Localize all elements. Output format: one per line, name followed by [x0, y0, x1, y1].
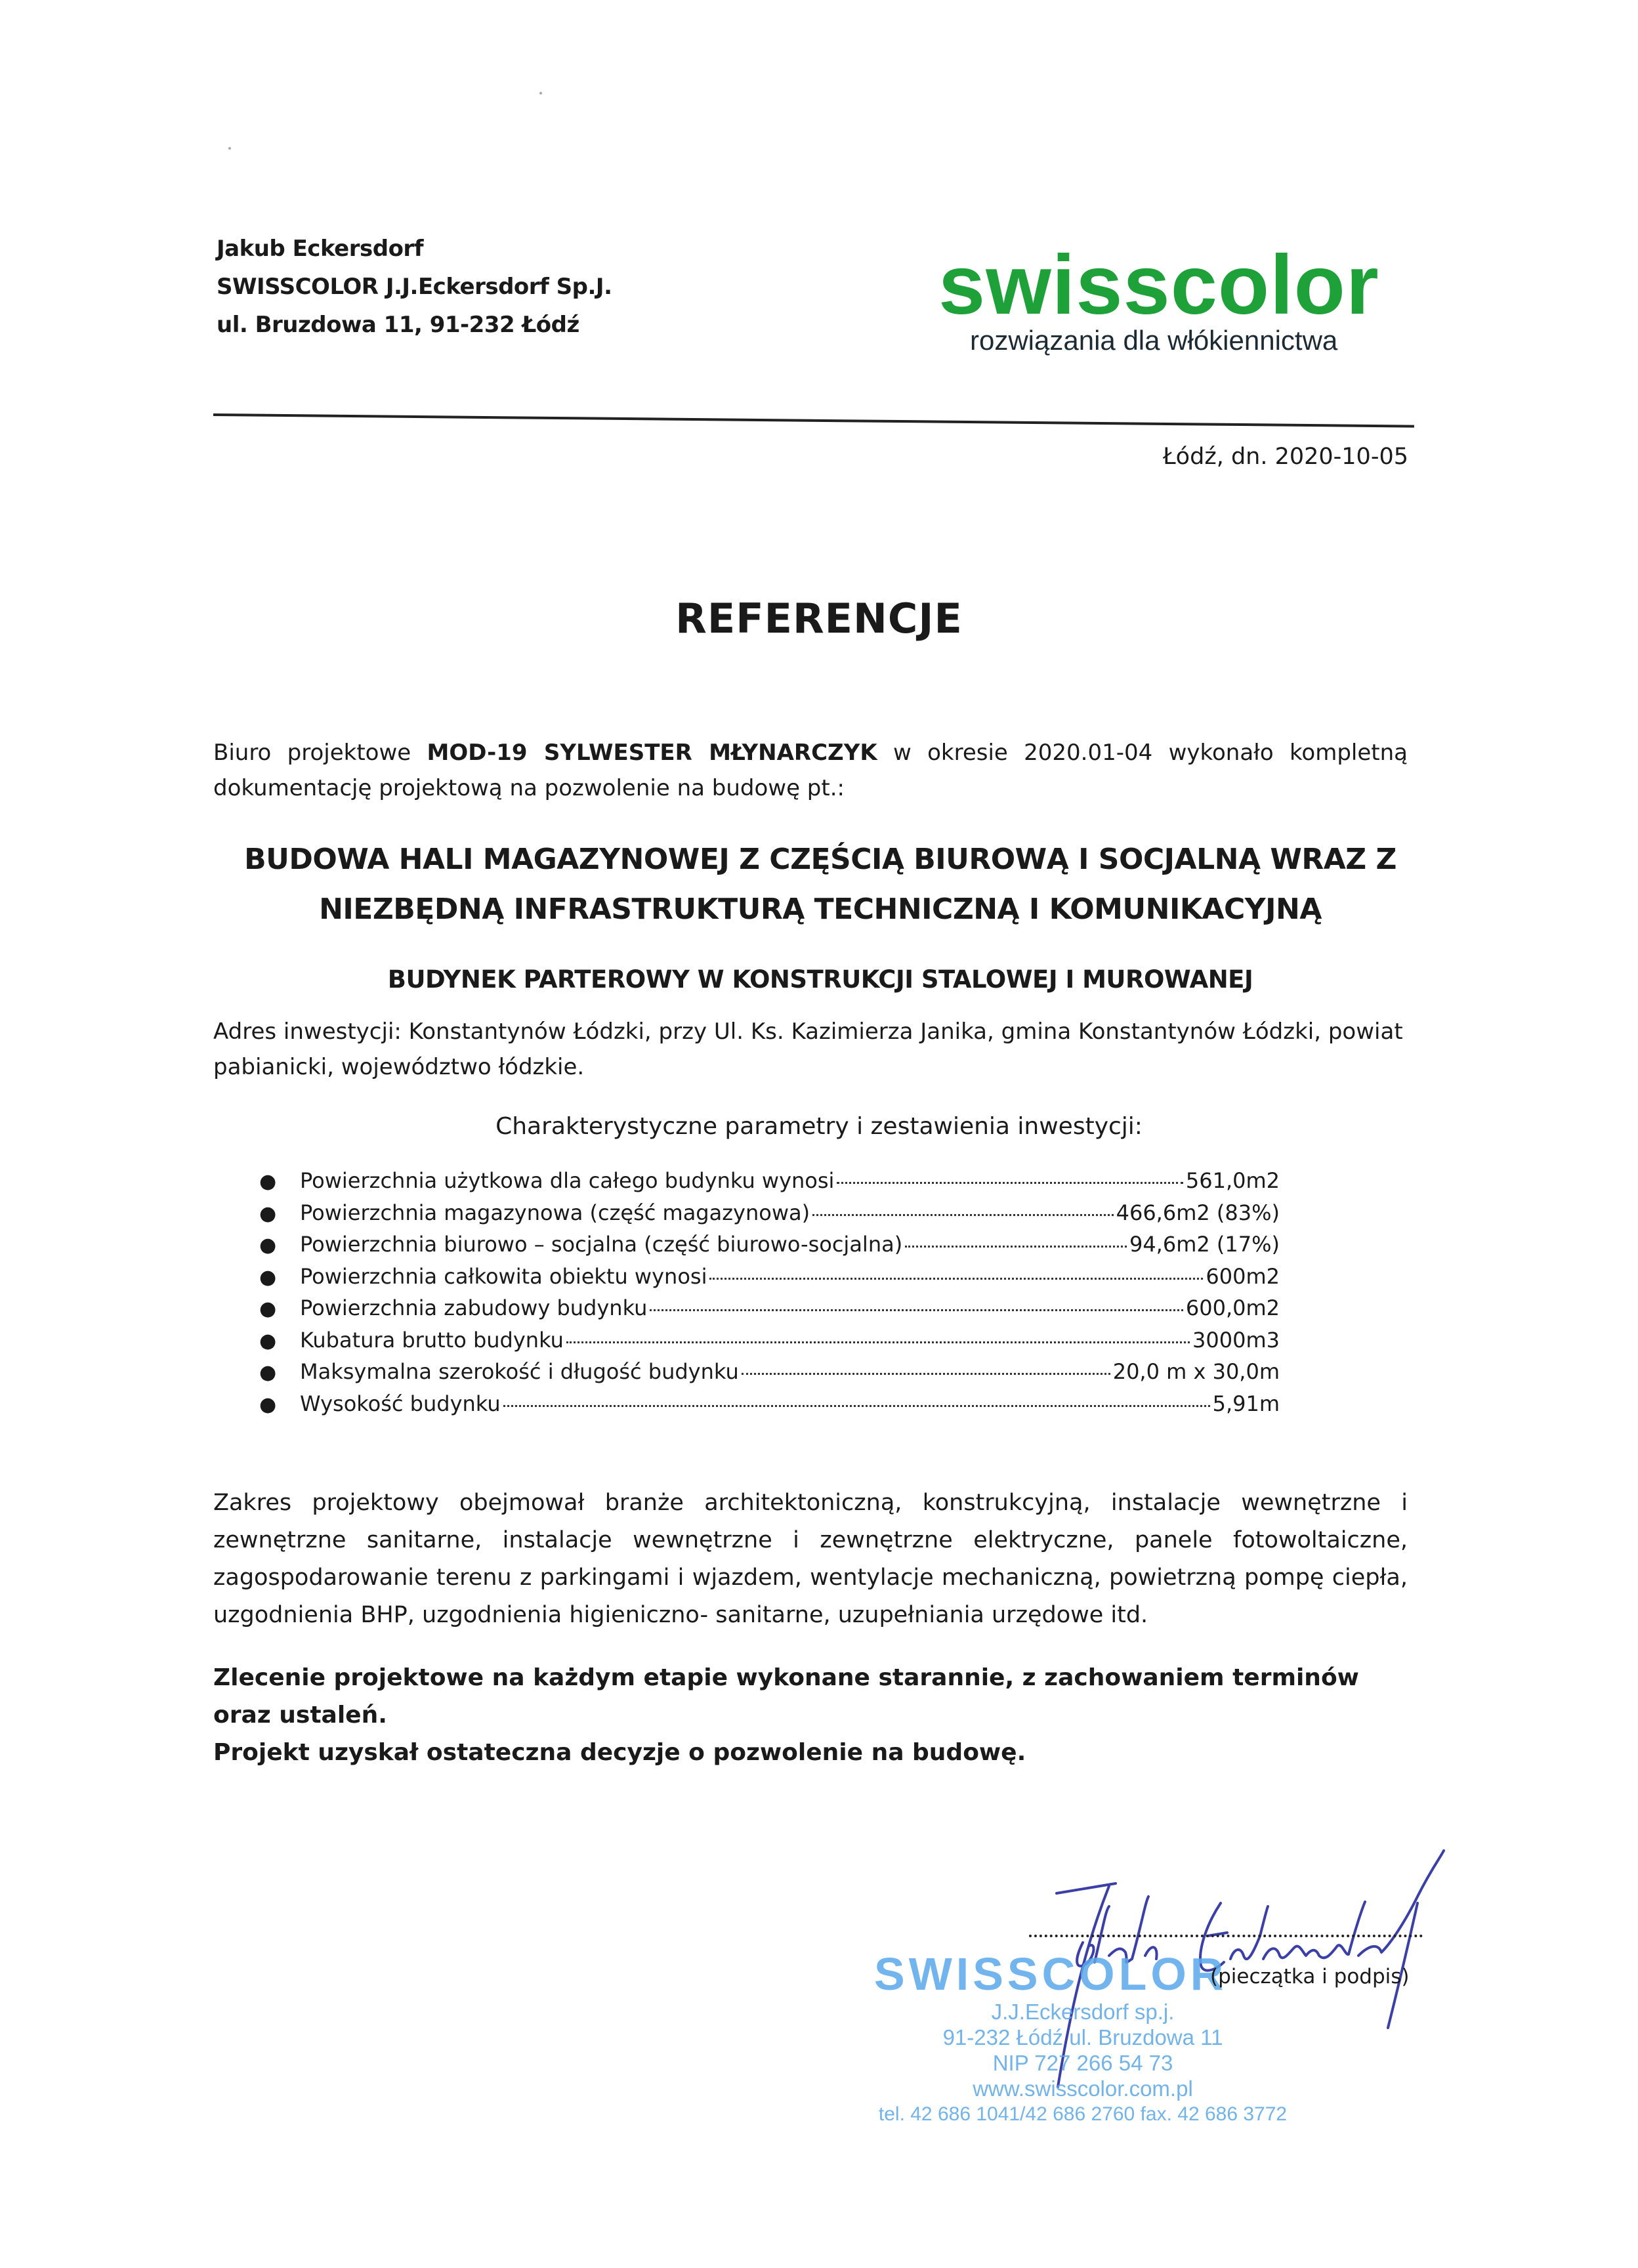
- dot-leader: [566, 1341, 1190, 1343]
- stamp-wordmark: SWISSCOLOR: [874, 1948, 1228, 2000]
- parameter-value: 94,6m2 (17%): [1129, 1232, 1280, 1257]
- dot-leader: [905, 1246, 1127, 1248]
- bullet-icon: ●: [259, 1329, 277, 1353]
- parameter-value: 466,6m2 (83%): [1116, 1200, 1280, 1225]
- scope-paragraph: Zakres projektowy obejmował branże architektoniczną, konstrukcyjną, instalacje wewnętrzne i zewnętrzne sanitarne, instalacje wewnętrzne i zewnętrzne elektryczne, panele fotowoltaiczne, zagospodarowanie terenu z parkingami i wjazdem, wentylacje mechaniczną, powietrzną pompę ciepła, uzgodnienia BHP, uzgodnienia higieniczno- sanitarne, uzupełniania urzędowe itd.: [213, 1490, 1408, 1628]
- sender-name: Jakub Eckersdorf: [217, 236, 423, 262]
- dot-leader: [650, 1309, 1183, 1311]
- intro-company: MOD-19 SYLWESTER MŁYNARCZYK: [427, 740, 877, 766]
- parameter-label: Powierzchnia użytkowa dla całego budynku wynosi: [300, 1168, 835, 1193]
- parameter-item: [259, 1264, 1280, 1296]
- parameters-heading: Charakterystyczne parametry i zestawienia inwestycji:: [495, 1113, 1143, 1140]
- parameter-label: Wysokość budynku: [300, 1391, 501, 1416]
- sender-block: [217, 230, 612, 344]
- parameter-label: Powierzchnia magazynowa (część magazynowa): [300, 1200, 810, 1225]
- logo-tagline: rozwiązania dla włókiennictwa: [970, 325, 1338, 356]
- project-subtitle: BUDYNEK PARTEROWY W KONSTRUKCJI STALOWEJ I MUROWANEJ: [387, 965, 1253, 994]
- parameter-label: Powierzchnia całkowita obiektu wynosi: [300, 1263, 707, 1289]
- stamp-line: NIP 727 266 54 73: [992, 2051, 1173, 2075]
- intro-paragraph: [213, 735, 1408, 806]
- stamp-line: tel. 42 686 1041/42 686 2760 fax. 42 686 3772: [878, 2103, 1288, 2125]
- bullet-icon: ●: [259, 1170, 277, 1193]
- bullet-icon: ●: [259, 1202, 277, 1225]
- signature-line: [1029, 1935, 1423, 1937]
- parameter-value: 5,91m: [1212, 1391, 1280, 1416]
- sender-address: ul. Bruzdowa 11, 91-232 Łódź: [217, 312, 579, 338]
- intro-text-after: w okresie 2020.01-04 wykonało kompletną dokumentację projektową na pozwolenie na budowę pt.:: [213, 740, 1408, 801]
- closing-statement: [213, 1659, 1408, 1771]
- scan-speck: [228, 147, 231, 150]
- closing-line-2: Projekt uzyskał ostateczna decyzje o pozwolenie na budowę.: [213, 1739, 1026, 1766]
- parameter-item: [259, 1359, 1280, 1391]
- parameter-value: 561,0m2: [1185, 1168, 1280, 1193]
- dot-leader: [837, 1182, 1183, 1184]
- parameter-item: [259, 1200, 1280, 1232]
- parameter-value: 600,0m2: [1185, 1295, 1280, 1320]
- parameter-label: Powierzchnia zabudowy budynku: [300, 1295, 648, 1320]
- date-line: Łódź, dn. 2020-10-05: [1163, 444, 1408, 470]
- parameter-item: [259, 1295, 1280, 1328]
- header-divider: [213, 413, 1414, 428]
- stamp-line: 91-232 Łódź ul. Bruzdowa 11: [942, 2025, 1223, 2049]
- document-title: REFERENCJE: [675, 595, 963, 642]
- parameter-value: 3000m3: [1192, 1327, 1280, 1353]
- parameter-item: [259, 1168, 1280, 1200]
- signature-caption: (pieczątka i podpis): [1210, 1965, 1410, 1988]
- parameter-item: [259, 1328, 1280, 1360]
- parameter-label: Kubatura brutto budynku: [300, 1327, 564, 1353]
- dot-leader: [709, 1278, 1203, 1280]
- parameter-label: Maksymalna szerokość i długość budynku: [300, 1359, 739, 1384]
- logo-wordmark: swisscolor: [938, 238, 1379, 332]
- scan-speck: [539, 92, 542, 94]
- dot-leader: [742, 1373, 1110, 1375]
- dot-leader: [812, 1214, 1114, 1216]
- bullet-icon: ●: [259, 1393, 277, 1416]
- stamp-line: www.swisscolor.com.pl: [973, 2076, 1193, 2101]
- parameter-value: 20,0 m x 30,0m: [1112, 1359, 1280, 1384]
- company-logo: [938, 238, 1424, 356]
- intro-text-before: Biuro projektowe: [213, 740, 427, 766]
- bullet-icon: ●: [259, 1297, 277, 1320]
- parameters-list: [259, 1168, 1280, 1423]
- sender-company: SWISSCOLOR J.J.Eckersdorf Sp.J.: [217, 274, 612, 300]
- parameter-item: [259, 1391, 1280, 1423]
- project-title: BUDOWA HALI MAGAZYNOWEJ Z CZĘŚCIĄ BIUROWĄ I SOCJALNĄ WRAZ Z NIEZBĘDNĄ INFRASTRUKTURĄ TECHNICZNĄ I KOMUNIKACYJNĄ: [244, 843, 1396, 926]
- parameter-item: [259, 1232, 1280, 1264]
- closing-line-1: Zlecenie projektowe na każdym etapie wykonane starannie, z zachowaniem terminów oraz ustaleń.: [213, 1664, 1359, 1729]
- dot-leader: [503, 1405, 1210, 1407]
- bullet-icon: ●: [259, 1265, 277, 1289]
- bullet-icon: ●: [259, 1361, 277, 1384]
- parameter-value: 600m2: [1206, 1263, 1280, 1289]
- bullet-icon: ●: [259, 1234, 277, 1257]
- parameter-label: Powierzchnia biurowo – socjalna (część biurowo-socjalna): [300, 1232, 903, 1257]
- investment-address: Adres inwestycji: Konstantynów Łódzki, przy Ul. Ks. Kazimierza Janika, gmina Konstantynów Łódzki, powiat pabianicki, województwo łódzkie.: [213, 1018, 1403, 1080]
- stamp-line: J.J.Eckersdorf sp.j.: [991, 2000, 1175, 2024]
